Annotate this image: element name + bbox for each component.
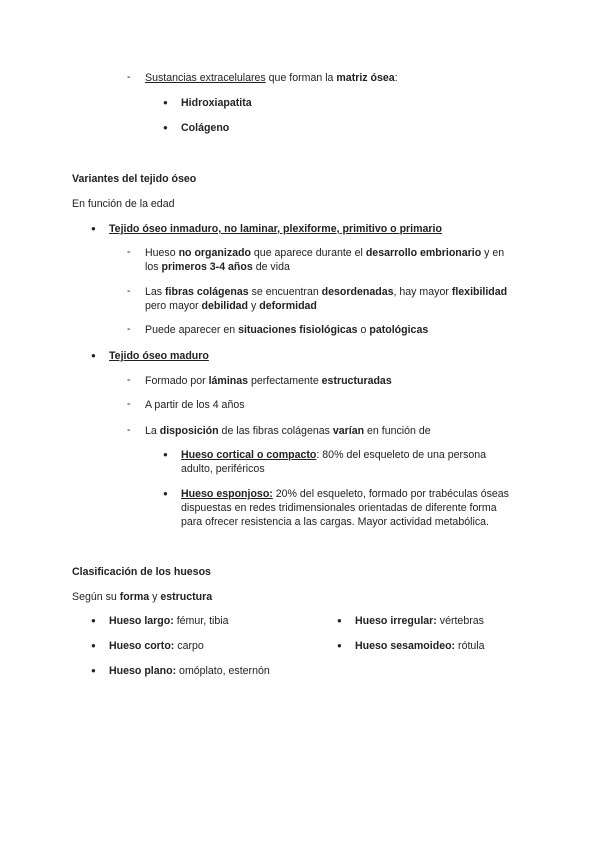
inmaduro-p1-line2: los primeros 3-4 años de vida — [145, 261, 290, 273]
esponjoso-line3: para ofrecer resistencia a las cargas. Mayor actividad metabólica. — [181, 516, 489, 528]
section-heading: Clasificación de los huesos — [72, 566, 211, 578]
inmaduro-p1-line1: Hueso no organizado que aparece durante el desarrollo embrionario y en — [145, 247, 505, 259]
bullet-dot: ● — [337, 616, 342, 625]
dash-bullet: - — [127, 374, 131, 386]
text: que forman la — [265, 72, 337, 84]
section-intro: En función de la edad — [72, 198, 175, 210]
cortical-line2: adulto, periféricos — [181, 463, 265, 475]
bullet-dot: ● — [91, 351, 96, 360]
dash-bullet: - — [127, 71, 131, 83]
list-item: Colágeno — [181, 122, 230, 134]
text: : — [394, 72, 398, 84]
list-item: Hueso sesamoideo: rótula — [355, 640, 485, 652]
inmaduro-p2-line1: Las fibras colágenas se encuentran desordenadas, hay mayor flexibilidad — [145, 286, 508, 298]
list-item: Hueso largo: fémur, tibia — [109, 615, 229, 627]
bullet-dot: ● — [163, 489, 168, 498]
bullet-dot: ● — [91, 224, 96, 233]
dash-bullet: - — [127, 424, 131, 436]
bullet-dot: ● — [91, 641, 96, 650]
maduro-p2: A partir de los 4 años — [145, 399, 245, 411]
dash-bullet: - — [127, 398, 131, 410]
list-item: Hueso corto: carpo — [109, 640, 204, 652]
bullet-dot: ● — [337, 641, 342, 650]
bullet-dot: ● — [163, 123, 168, 132]
dash-bullet: - — [127, 285, 131, 297]
section-intro: Según su forma y estructura — [72, 591, 213, 603]
cortical-line1: Hueso cortical o compacto: 80% del esqueleto de una persona — [181, 449, 487, 461]
bullet-dot: ● — [163, 98, 168, 107]
inmaduro-p3: Puede aparecer en situaciones fisiológicas o patológicas — [145, 324, 429, 336]
matrix-line — [145, 71, 398, 85]
maduro-p1: Formado por láminas perfectamente estructuradas — [145, 375, 392, 387]
list-item: Hidroxiapatita — [181, 97, 252, 109]
maduro-p3: La disposición de las fibras colágenas varían en función de — [145, 425, 431, 437]
maduro-title: Tejido óseo maduro — [109, 350, 209, 362]
inmaduro-title: Tejido óseo inmaduro, no laminar, plexiforme, primitivo o primario — [109, 223, 442, 235]
bullet-dot: ● — [91, 666, 96, 675]
bold-text: matriz ósea — [336, 72, 395, 84]
list-item: Hueso plano: omóplato, esternón — [109, 665, 270, 677]
section-heading: Variantes del tejido óseo — [72, 173, 197, 185]
dash-bullet: - — [127, 246, 131, 258]
list-item: Hueso irregular: vértebras — [355, 615, 484, 627]
esponjoso-line2: dispuestas en redes tridimensionales orientadas de diferente forma — [181, 502, 497, 514]
inmaduro-p2-line2: pero mayor debilidad y deformidad — [145, 300, 317, 312]
extracellular-link[interactable]: Sustancias extracelulares — [145, 72, 266, 84]
esponjoso-line1: Hueso esponjoso: 20% del esqueleto, formado por trabéculas óseas — [181, 488, 509, 500]
dash-bullet: - — [127, 323, 131, 335]
bullet-dot: ● — [163, 450, 168, 459]
bullet-dot: ● — [91, 616, 96, 625]
